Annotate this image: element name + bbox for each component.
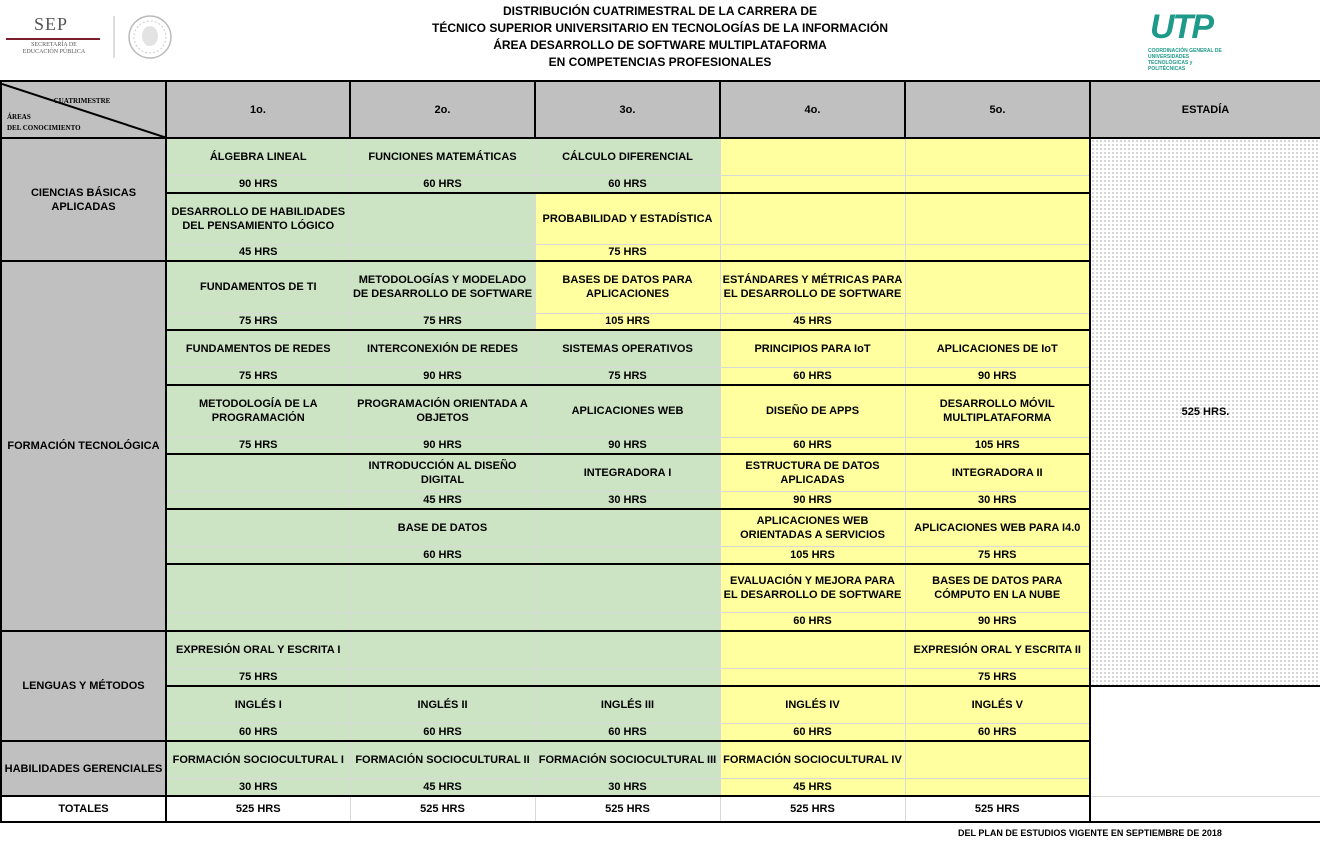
subject-cell: INGLÉS II: [350, 686, 535, 723]
subject-cell: EXPRESIÓN ORAL Y ESCRITA II: [905, 631, 1090, 668]
empty-cell: [905, 313, 1090, 330]
subject-cell: APLICACIONES WEB PARA I4.0: [905, 509, 1090, 546]
hours-cell: 45 HRS: [720, 313, 905, 330]
hours-cell: 105 HRS: [905, 437, 1090, 454]
document-header: [0, 0, 1320, 80]
empty-cell: [905, 193, 1090, 244]
empty-cell: [905, 741, 1090, 778]
empty-cell: [720, 631, 905, 668]
hours-cell: 60 HRS: [350, 723, 535, 741]
totals-row: [1, 796, 1320, 822]
corner-header-cell: [1, 81, 166, 138]
table-row: [1, 138, 1320, 175]
hours-cell: 90 HRS: [166, 175, 350, 193]
subject-cell: EVALUACIÓN Y MEJORA PARA EL DESARROLLO DE SOFTWARE: [720, 564, 905, 612]
empty-cell: [905, 244, 1090, 261]
empty-cell: [905, 138, 1090, 175]
hours-cell: 75 HRS: [166, 367, 350, 385]
hours-cell: 60 HRS: [350, 175, 535, 193]
subject-cell: FORMACIÓN SOCIOCULTURAL III: [535, 741, 720, 778]
hours-cell: 75 HRS: [166, 437, 350, 454]
hours-cell: 90 HRS: [720, 491, 905, 509]
empty-cell: [535, 612, 720, 631]
subject-cell: FORMACIÓN SOCIOCULTURAL II: [350, 741, 535, 778]
empty-cell: [166, 612, 350, 631]
hours-cell: 45 HRS: [166, 244, 350, 261]
utp-logo-subtitle: COORDINACIÓN GENERAL DE UNIVERSIDADES TECNOLÓGICAS y POLITÉCNICAS: [1148, 48, 1222, 72]
subject-cell: METODOLOGÍAS Y MODELADO DE DESARROLLO DE SOFTWARE: [350, 261, 535, 313]
hours-cell: 75 HRS: [905, 546, 1090, 564]
subject-cell: ESTÁNDARES Y MÉTRICAS PARA EL DESARROLLO DE SOFTWARE: [720, 261, 905, 313]
subject-cell: FUNDAMENTOS DE REDES: [166, 330, 350, 367]
empty-cell: [535, 564, 720, 612]
hours-cell: 30 HRS: [535, 491, 720, 509]
empty-cell: [350, 193, 535, 244]
corner-bottom-label: [7, 112, 81, 134]
subject-cell: BASES DE DATOS PARA CÓMPUTO EN LA NUBE: [905, 564, 1090, 612]
title-line-4: EN COMPETENCIAS PROFESIONALES: [548, 55, 772, 69]
subject-cell: INGLÉS IV: [720, 686, 905, 723]
utp-logo: [1148, 8, 1228, 72]
hours-cell: 60 HRS: [350, 546, 535, 564]
hours-cell: 90 HRS: [905, 367, 1090, 385]
hours-cell: 60 HRS: [166, 723, 350, 741]
hours-cell: 60 HRS: [720, 612, 905, 631]
subject-cell: FORMACIÓN SOCIOCULTURAL I: [166, 741, 350, 778]
hours-cell: 60 HRS: [535, 723, 720, 741]
hours-cell: 75 HRS: [166, 668, 350, 686]
empty-cell: [905, 778, 1090, 796]
sep-logo-rule: [6, 38, 100, 40]
estadia-hours: 525 HRS.: [1090, 138, 1320, 686]
empty-cell: [166, 564, 350, 612]
subject-cell: ÁLGEBRA LINEAL: [166, 138, 350, 175]
corner-bottom-label-1: ÁREAS: [7, 113, 31, 121]
empty-cell: [166, 454, 350, 491]
total-cell: 525 HRS: [905, 796, 1090, 822]
hours-cell: 60 HRS: [535, 175, 720, 193]
table-row: [1, 741, 1320, 778]
sep-logo-subtitle: [4, 42, 104, 56]
sep-logo-sub1: SECRETARÍA DE: [31, 42, 77, 48]
hours-cell: 60 HRS: [720, 437, 905, 454]
area-label: HABILIDADES GERENCIALES: [1, 741, 166, 796]
sep-logo: [4, 14, 104, 60]
hours-cell: 75 HRS: [535, 367, 720, 385]
hours-cell: 90 HRS: [535, 437, 720, 454]
mexico-seal-icon: [112, 14, 174, 60]
empty-cell: [350, 244, 535, 261]
empty-cell: [535, 509, 720, 546]
empty-cell: [350, 564, 535, 612]
utp-logo-word: UTP: [1150, 8, 1212, 46]
subject-cell: EXPRESIÓN ORAL Y ESCRITA I: [166, 631, 350, 668]
empty-cell: [720, 138, 905, 175]
hours-cell: 90 HRS: [350, 367, 535, 385]
empty-cell: [720, 668, 905, 686]
empty-cell: [720, 244, 905, 261]
subject-cell: DESARROLLO DE HABILIDADES DEL PENSAMIENTO LÓGICO: [166, 193, 350, 244]
area-label: CIENCIAS BÁSICAS APLICADAS: [1, 138, 166, 261]
corner-bottom-label-2: DEL CONOCIMIENTO: [7, 124, 81, 132]
subject-cell: FORMACIÓN SOCIOCULTURAL IV: [720, 741, 905, 778]
column-header: 5o.: [905, 81, 1090, 138]
title-line-1: DISTRIBUCIÓN CUATRIMESTRAL DE LA CARRERA DE: [503, 4, 817, 18]
subject-cell: DISEÑO DE APPS: [720, 385, 905, 437]
column-header: 1o.: [166, 81, 350, 138]
column-header: ESTADÍA: [1090, 81, 1320, 138]
subject-cell: INTEGRADORA I: [535, 454, 720, 491]
hours-cell: 60 HRS: [720, 367, 905, 385]
title-line-2: TÉCNICO SUPERIOR UNIVERSITARIO EN TECNOLOGÍAS DE LA INFORMACIÓN: [431, 21, 889, 35]
hours-cell: 30 HRS: [905, 491, 1090, 509]
subject-cell: FUNDAMENTOS DE TI: [166, 261, 350, 313]
hours-cell: 105 HRS: [535, 313, 720, 330]
empty-cell: [720, 193, 905, 244]
subject-cell: INGLÉS III: [535, 686, 720, 723]
curriculum-table: [0, 80, 1320, 823]
hours-cell: 60 HRS: [720, 723, 905, 741]
empty-cell: [166, 491, 350, 509]
subject-cell: APLICACIONES WEB ORIENTADAS A SERVICIOS: [720, 509, 905, 546]
area-label: LENGUAS Y MÉTODOS: [1, 631, 166, 741]
totals-label: TOTALES: [1, 796, 166, 822]
column-header: 4o.: [720, 81, 905, 138]
empty-cell: [350, 631, 535, 668]
hours-cell: 90 HRS: [350, 437, 535, 454]
sep-logo-word: SEP: [34, 14, 69, 34]
subject-cell: INTEGRADORA II: [905, 454, 1090, 491]
empty-cell: [535, 631, 720, 668]
hours-cell: 60 HRS: [905, 723, 1090, 741]
hours-cell: 45 HRS: [350, 491, 535, 509]
empty-cell: [720, 175, 905, 193]
column-header: 3o.: [535, 81, 720, 138]
hours-row: [1, 723, 1320, 741]
title-line-3: ÁREA DESARROLLO DE SOFTWARE MULTIPLATAFORMA: [493, 38, 827, 52]
total-cell: 525 HRS: [535, 796, 720, 822]
empty-cell: [535, 546, 720, 564]
hours-cell: 75 HRS: [350, 313, 535, 330]
empty-cell: [905, 175, 1090, 193]
subject-cell: INTRODUCCIÓN AL DISEÑO DIGITAL: [350, 454, 535, 491]
subject-cell: INGLÉS I: [166, 686, 350, 723]
subject-cell: PROGRAMACIÓN ORIENTADA A OBJETOS: [350, 385, 535, 437]
empty-cell: [350, 668, 535, 686]
hours-cell: 75 HRS: [535, 244, 720, 261]
empty-cell: [905, 261, 1090, 313]
subject-cell: BASES DE DATOS PARA APLICACIONES: [535, 261, 720, 313]
empty-cell: [166, 546, 350, 564]
subject-cell: ESTRUCTURA DE DATOS APLICADAS: [720, 454, 905, 491]
table-header-row: [1, 81, 1320, 138]
hours-row: [1, 778, 1320, 796]
empty-cell: [166, 509, 350, 546]
hours-cell: 45 HRS: [350, 778, 535, 796]
empty-cell: [535, 668, 720, 686]
hours-cell: 105 HRS: [720, 546, 905, 564]
subject-cell: SISTEMAS OPERATIVOS: [535, 330, 720, 367]
total-cell: 525 HRS: [720, 796, 905, 822]
hours-cell: 90 HRS: [905, 612, 1090, 631]
subject-cell: BASE DE DATOS: [350, 509, 535, 546]
subject-cell: CÁLCULO DIFERENCIAL: [535, 138, 720, 175]
corner-top-label: CUATRIMESTRE: [53, 97, 111, 105]
plan-footnote: DEL PLAN DE ESTUDIOS VIGENTE EN SEPTIEMBRE DE 2018: [958, 828, 1222, 838]
subject-cell: DESARROLLO MÓVIL MULTIPLATAFORMA: [905, 385, 1090, 437]
hours-cell: 75 HRS: [166, 313, 350, 330]
subject-cell: INTERCONEXIÓN DE REDES: [350, 330, 535, 367]
total-cell: 525 HRS: [350, 796, 535, 822]
subject-cell: FUNCIONES MATEMÁTICAS: [350, 138, 535, 175]
table-row: [1, 686, 1320, 723]
empty-cell: [1090, 796, 1320, 822]
total-cell: 525 HRS: [166, 796, 350, 822]
document-title: [380, 3, 940, 71]
subject-cell: APLICACIONES WEB: [535, 385, 720, 437]
sep-logo-sub2: EDUCACIÓN PÚBLICA: [22, 49, 86, 55]
subject-cell: PRINCIPIOS PARA IoT: [720, 330, 905, 367]
hours-cell: 30 HRS: [166, 778, 350, 796]
area-label: FORMACIÓN TECNOLÓGICA: [1, 261, 166, 631]
subject-cell: APLICACIONES DE IoT: [905, 330, 1090, 367]
empty-cell: [350, 612, 535, 631]
column-header: 2o.: [350, 81, 535, 138]
subject-cell: INGLÉS V: [905, 686, 1090, 723]
hours-cell: 30 HRS: [535, 778, 720, 796]
hours-cell: 45 HRS: [720, 778, 905, 796]
hours-cell: 75 HRS: [905, 668, 1090, 686]
subject-cell: METODOLOGÍA DE LA PROGRAMACIÓN: [166, 385, 350, 437]
subject-cell: PROBABILIDAD Y ESTADÍSTICA: [535, 193, 720, 244]
